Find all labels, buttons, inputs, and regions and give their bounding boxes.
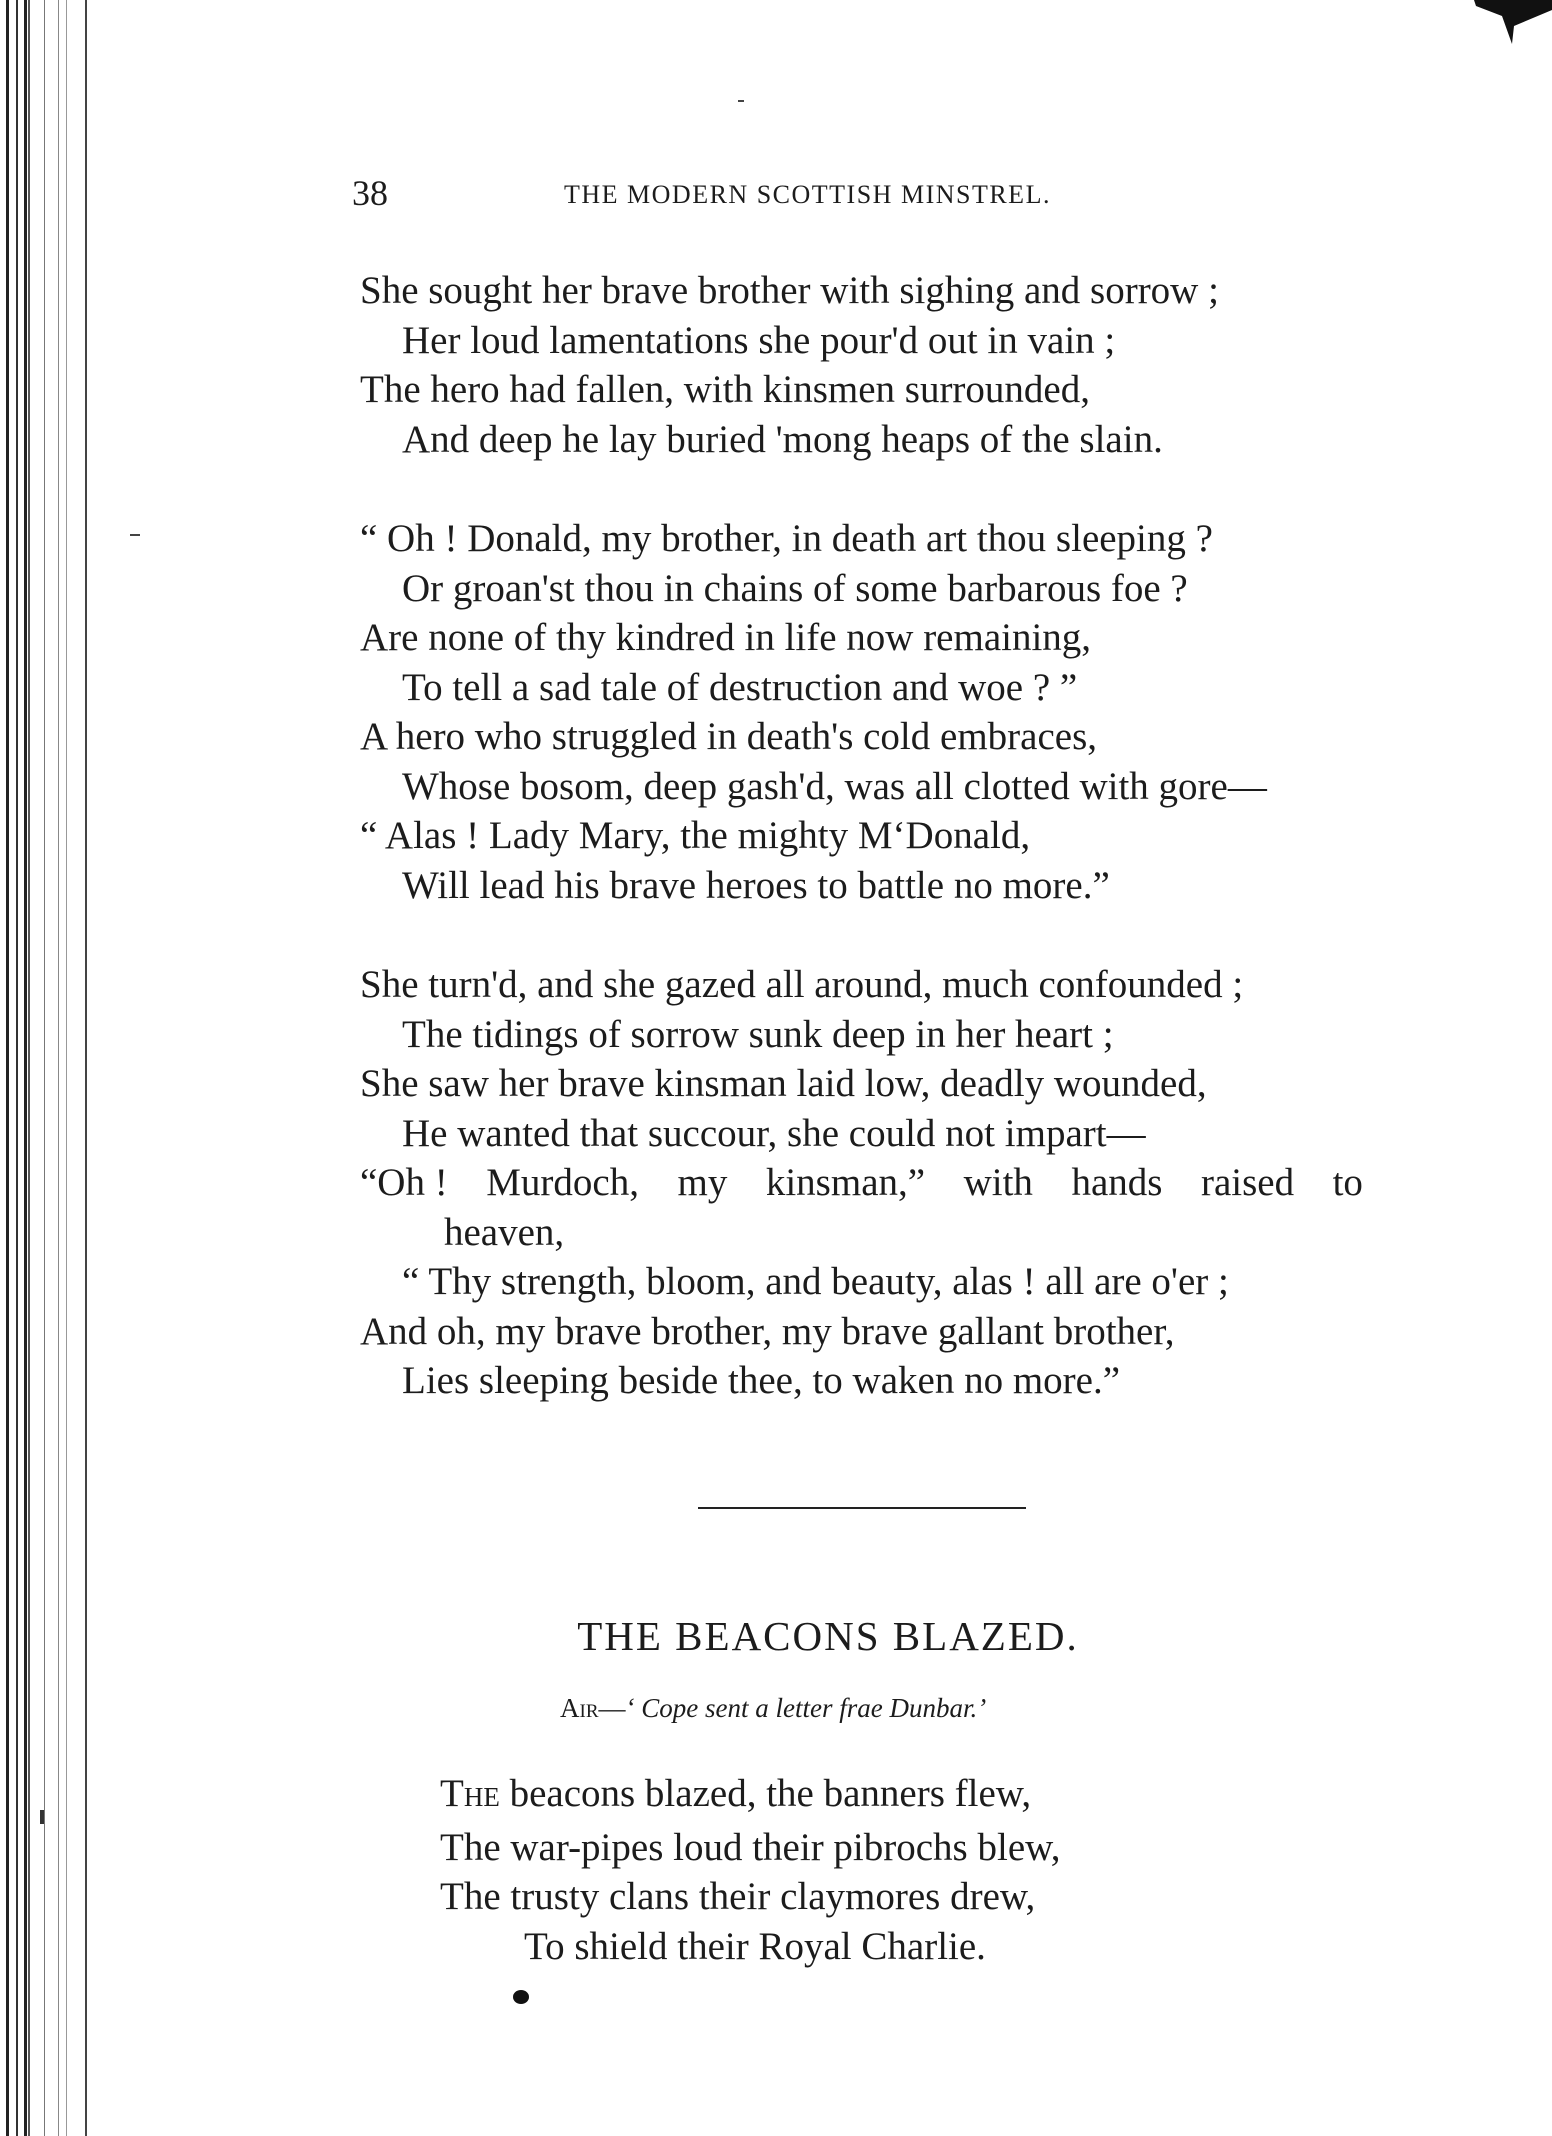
verse-word: Murdoch,: [486, 1161, 639, 1204]
verse-line: The war-pipes loud their pibrochs blew,: [440, 1825, 1061, 1869]
verse-line: Are none of thy kindred in life now remaining,: [360, 616, 1092, 659]
air-label-initial: A: [560, 1693, 580, 1723]
margin-mark: [738, 100, 744, 102]
song-air: [560, 1693, 986, 1724]
verse-line: She saw her brave kinsman laid low, deadly wounded,: [360, 1062, 1207, 1105]
verse-line: She turn'd, and she gazed all around, much confounded ;: [360, 963, 1244, 1006]
smallcaps-word: HE: [463, 1782, 500, 1812]
verse-line: The trusty clans their claymores drew,: [440, 1875, 1036, 1918]
binding-gutter: [0, 0, 120, 2136]
song-stanza-1: [440, 1769, 1061, 1971]
verse-line: To tell a sad tale of destruction and woe ? ”: [402, 665, 1078, 709]
verse-line: Or groan'st thou in chains of some barbarous foe ?: [402, 566, 1188, 610]
verse-line: And deep he lay buried 'mong heaps of the slain.: [402, 417, 1163, 461]
verse-line: A hero who struggled in death's cold embraces,: [360, 715, 1098, 758]
verse-line: “ Oh ! Donald, my brother, in death art thou sleeping ?: [360, 517, 1213, 560]
verse-line: The hero had fallen, with kinsmen surrounded,: [360, 368, 1090, 411]
verse-word: to: [1332, 1161, 1363, 1204]
page-number: 38: [352, 173, 388, 213]
stanza-2: [360, 514, 1380, 910]
verse-line: “ Thy strength, bloom, and beauty, alas ! all are o'er ;: [402, 1260, 1229, 1303]
ink-blot: [512, 1989, 530, 2005]
verse-word: hands: [1071, 1161, 1163, 1204]
verse-word: “Oh !: [360, 1161, 448, 1204]
verse-line: And oh, my brave brother, my brave gallant brother,: [360, 1309, 1175, 1353]
song-title: [0, 1612, 1552, 1660]
verse-word: raised: [1200, 1161, 1295, 1204]
verse-line: He wanted that succour, she could not impart—: [402, 1111, 1146, 1155]
song-title-text: THE BEACONS BLAZED.: [577, 1613, 1079, 1659]
margin-mark: [130, 534, 140, 536]
running-title: THE MODERN SCOTTISH MINSTREL.: [564, 180, 1051, 209]
verse-line: The tidings of sorrow sunk deep in her heart ;: [402, 1012, 1114, 1056]
page-corner-mark: [1472, 0, 1552, 44]
verse-line: To shield their Royal Charlie.: [524, 1924, 986, 1968]
verse-word: with: [963, 1161, 1033, 1204]
verse-line: heaven,: [444, 1210, 565, 1254]
verse-word: kinsman,”: [765, 1161, 926, 1204]
verse-line: Will lead his brave heroes to battle no more.”: [402, 863, 1110, 907]
stanza-3: [360, 960, 1380, 1406]
verse-line: “ Alas ! Lady Mary, the mighty M‘Donald,: [360, 814, 1031, 857]
stanza-1: [360, 266, 1380, 464]
verse-word: my: [677, 1161, 728, 1204]
air-dash: —: [598, 1693, 626, 1723]
page-header: [352, 172, 1172, 222]
verse-line-justified: [360, 1158, 1363, 1208]
verse-line: Her loud lamentations she pour'd out in vain ;: [402, 318, 1116, 362]
verse-line: Whose bosom, deep gash'd, was all clotted with gore—: [402, 764, 1267, 808]
section-divider: [698, 1507, 1026, 1509]
verse-line: Lies sleeping beside thee, to waken no more.”: [402, 1359, 1121, 1402]
verse-line: She sought her brave brother with sighing and sorrow ;: [360, 269, 1219, 312]
air-label-smallcaps: IR: [579, 1701, 599, 1722]
verse-line: [440, 1769, 1061, 1823]
drop-cap: T: [440, 1772, 464, 1815]
verse-line-rest: beacons blazed, the banners flew,: [499, 1772, 1032, 1815]
air-tune: ‘ Cope sent a letter frae Dunbar.’: [625, 1693, 987, 1723]
